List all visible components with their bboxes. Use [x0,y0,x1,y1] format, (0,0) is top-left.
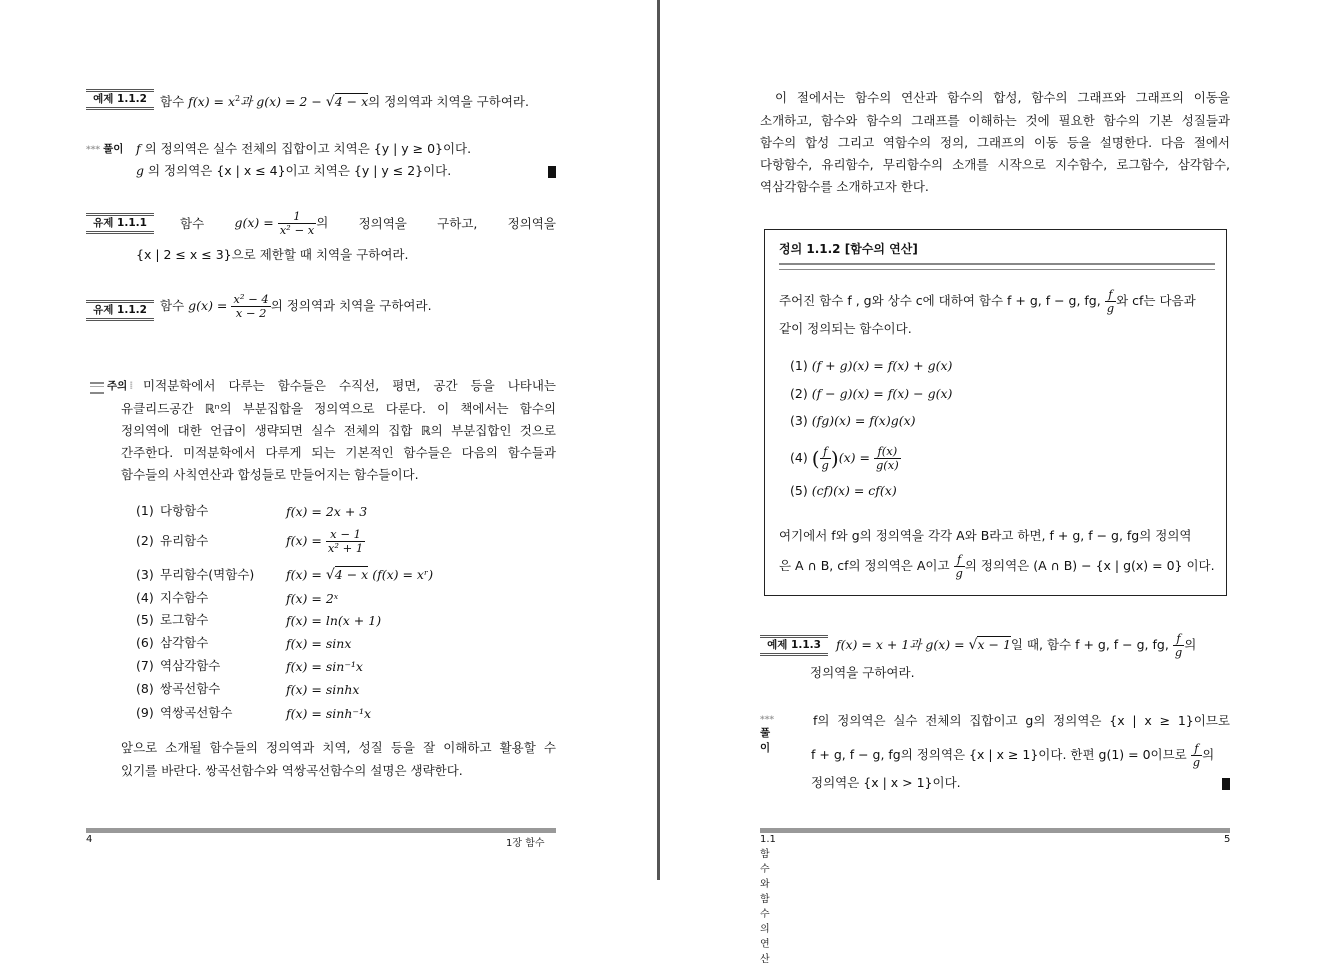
formula: f(x) = x + 1과 g(x) = [836,637,969,652]
fraction [1173,632,1184,659]
page-divider [657,0,660,880]
item-number: (1) [790,358,808,373]
exercise-badge: 유제 1.1.2 [86,300,154,321]
word: 정의역을 [358,215,407,231]
definition-item [790,410,916,432]
page-number: 5 [1224,834,1231,845]
formula-lhs: g(x) = [188,298,228,313]
function-list-formula: f(x) = 2ˣ [286,591,339,606]
item-formula: (x) = [838,450,870,465]
solution-text-2: 의 정의역은 {x | x ≤ 4}이고 치역은 {y | y ≤ 2}이다. [148,163,452,178]
function-list-formula: f(x) = sinhx [286,682,360,697]
fraction-numerator: x² − 4 [233,292,269,306]
fraction-numerator: 1 [278,210,317,224]
question-prefix: 함수 [160,298,185,313]
definition-item [790,355,952,377]
fraction-denominator: x − 2 [235,306,267,320]
fraction-denominator: g [1192,755,1201,769]
paren-close-icon: ) [830,446,839,471]
sqrt-icon: √ [968,637,978,653]
question-prefix: 함수 [160,94,185,110]
definition-item [790,445,901,472]
definition-body-line-2: 같이 정의되는 함수이다. [779,321,912,336]
sqrt-icon: √ [325,94,335,111]
solution-line-2 [811,742,1214,769]
function-list-num: (4) [136,590,154,605]
solution-text-1: 의 정의역은 실수 전체의 집합이고 치역은 {y | y ≥ 0}이다. [144,141,472,156]
function-list-num: (8) [136,681,154,696]
closing-line: 앞으로 소개될 함수들의 정의역과 치역, 성질 등을 잘 이해하고 활용할 수 [121,740,556,755]
question-suffix: 의 정의역과 치역을 구하여라. [270,298,432,313]
var-g: g [136,163,145,178]
fraction-denominator: x² + 1 [327,541,364,555]
function-list-formula: f(x) = sin⁻¹x [286,659,363,674]
example-badge: 예제 1.1.3 [760,635,828,656]
sqrt-content: 4 − x [334,567,369,582]
item-number: (5) [790,483,808,498]
section-title: 1.1 함수와 함수의 연산 [760,834,776,965]
solution-label [760,713,777,755]
formula-lhs: f(x) = [286,533,322,548]
formula-lhs: f(x) = [286,567,326,582]
function-list-formula: f(x) = sinx [286,636,352,651]
definition-title: 정의 1.1.2 [함수의 연산] [779,242,918,256]
sqrt-content: 4 − x [334,94,369,110]
function-list-num: (7) [136,658,154,673]
solution-text: f + g, f − g, fg의 정의역은 {x | x ≥ 1}이다. 한편 g(1) = 0이므로 [811,747,1187,762]
closing-line: 있기를 바란다. 쌍곡선함수와 역쌍곡선함수의 설명은 생략한다. [121,763,463,778]
formula-g: 과 g(x) = 2 − [240,94,326,110]
note-line: 미적분학에서 다루는 함수들은 수직선, 평면, 공간 등을 나타내는 [143,378,556,393]
chapter-title: 1장 함수 [506,838,545,849]
function-list-num: (6) [136,635,154,650]
solution-text: 의 [1202,747,1215,762]
colon-icon: ⁞ [129,380,134,392]
fraction-numerator: f [1191,742,1202,756]
fraction [820,445,831,472]
definition-text: 의 정의역은 (A ∩ B) − {x | g(x) = 0} 이다. [964,558,1215,573]
function-list-name: 유리함수 [160,533,209,548]
paren-open-icon: ( [811,446,820,471]
item-number: (2) [790,386,808,401]
note-line: 함수들의 사칙연산과 합성들로 만들어지는 함수들이다. [121,467,419,482]
function-list-name: 무리함수(멱함수) [160,567,255,582]
example-question-line-1 [836,632,1196,659]
fraction-denominator: x² − x [279,223,315,237]
function-list-formula: f(x) = 2x + 3 [286,504,368,519]
function-list-name: 삼각함수 [160,635,209,650]
intro-line: 소개하고, 함수와 함수의 그래프를 이해하는 것에 필요한 함수의 기본 성질들과 [760,113,1230,128]
function-list-formula: f(x) = ln(x + 1) [286,613,382,628]
definition-body-line-1 [779,288,1196,315]
word: 구하고, [437,215,478,231]
sqrt-content: x − 1 [977,637,1011,652]
function-list-num: (2) [136,533,154,548]
function-list-num: (1) [136,503,154,518]
solution-line-3: 정의역은 {x | x > 1}이다. [811,775,961,790]
fraction-denominator: g [955,566,963,580]
intro-line: 역삼각함수를 소개하고자 한다. [760,179,929,194]
function-list-formula: f(x) = sinh⁻¹x [286,706,372,721]
note-line: 간주한다. 미적분학에서 다루게 되는 기본적인 함수들은 다음의 함수들과 [121,445,556,460]
fraction [954,553,965,580]
definition-text: 은 A ∩ B, cf의 정의역은 A이고 [779,558,950,573]
fraction-denominator: g [1174,645,1183,659]
function-list-num: (9) [136,705,154,720]
formula-tail: (f(x) = xʳ) [368,567,434,582]
solution-line-1: f의 정의역은 실수 전체의 집합이고 g의 정의역은 {x | x ≥ 1}이므로 [813,713,1230,728]
item-number: (3) [790,413,808,428]
item-formula: (f − g)(x) = f(x) − g(x) [811,386,953,401]
note-label-text: 주의 [107,380,128,392]
formula-f: f(x) = x [188,94,236,110]
word: 함수 [180,215,205,231]
definition-text: 와 cf는 다음과 [1116,293,1196,308]
fraction-numerator: f [820,445,831,459]
intro-line: 함수의 합성 그리고 역함수의 정의, 그래프의 이동 등을 설명한다. 다음 절에서 [760,135,1230,150]
question-text: 의 [1184,637,1197,652]
stars-icon: *** [760,715,775,725]
fraction-denominator: g [821,458,829,472]
word: 의 [316,215,329,230]
fraction-numerator: f [1105,288,1116,302]
footer-rule [760,828,1230,833]
example-question-line-2: 정의역을 구하여라. [810,665,915,680]
question-text: 일 때, 함수 f + g, f − g, fg, [1010,637,1169,652]
solution-label-text: 풀이 [103,143,124,155]
item-formula: (f + g)(x) = f(x) + g(x) [811,358,953,373]
function-list-num: (5) [136,612,154,627]
intro-line: 다항함수, 유리함수, 무리함수의 소개를 시작으로 지수함수, 로그함수, 삼각함수, [760,157,1230,172]
definition-item [790,480,897,502]
definition-rule [779,263,1215,270]
exercise-question-line-2: {x | 2 ≤ x ≤ 3}으로 제한할 때 치역을 구하여라. [136,247,409,262]
item-formula: (fg)(x) = f(x)g(x) [811,413,916,428]
example-badge: 예제 1.1.2 [86,89,154,110]
function-list-name: 다항함수 [160,503,209,518]
question-suffix: 의 정의역과 치역을 구하여라. [368,94,529,110]
fraction-denominator: g(x) [875,458,899,472]
stars-icon: *** [86,145,101,155]
exercise-badge: 유제 1.1.1 [86,213,154,234]
function-list-name: 로그함수 [160,612,209,627]
function-list-name: 지수함수 [160,590,209,605]
function-list-name: 역쌍곡선함수 [160,705,233,720]
note-line: 정의역에 대한 언급이 생략되면 실수 전체의 집합 ℝ의 부분집합인 것으로 [121,423,556,438]
fraction-numerator: x − 1 [326,528,365,542]
function-list-name: 역삼각함수 [160,658,221,673]
definition-foot-line-1: 여기에서 f와 g의 정의역을 각각 A와 B라고 하면, f + g, f − g, fg의 정의역 [779,528,1192,543]
word: 정의역을 [507,215,556,231]
fraction [1105,288,1116,315]
var-f: f [136,141,141,156]
sqrt-icon: √ [325,567,335,583]
intro-line: 이 절에서는 함수의 연산과 함수의 합성, 함수의 그래프와 그래프의 이동을 [775,90,1230,105]
definition-foot-line-2 [779,553,1215,580]
fraction-numerator: f [954,553,965,567]
note-line: 유클리드공간 ℝⁿ의 부분집합을 정의역으로 다룬다. 이 책에서는 함수의 [121,401,556,416]
fraction [1191,742,1202,769]
solution-label-text: 풀이 [760,727,771,754]
page-number: 4 [86,834,93,845]
fraction [874,445,901,472]
item-number: (4) [790,450,808,465]
formula-sup: 2 [235,94,241,103]
fraction-denominator: g [1106,301,1115,315]
definition-item [790,383,952,405]
function-list-name: 쌍곡선함수 [160,681,221,696]
definition-text: 주어진 함수 f , g와 상수 c에 대하여 함수 f + g, f − g, fg, [779,293,1101,308]
fraction-numerator: f [1173,632,1184,646]
formula-lhs: g(x) = [234,215,274,230]
function-list-num: (3) [136,567,154,582]
qed-icon [1222,778,1230,790]
item-formula: (cf)(x) = cf(x) [811,483,897,498]
fraction-numerator: f(x) [874,445,901,459]
